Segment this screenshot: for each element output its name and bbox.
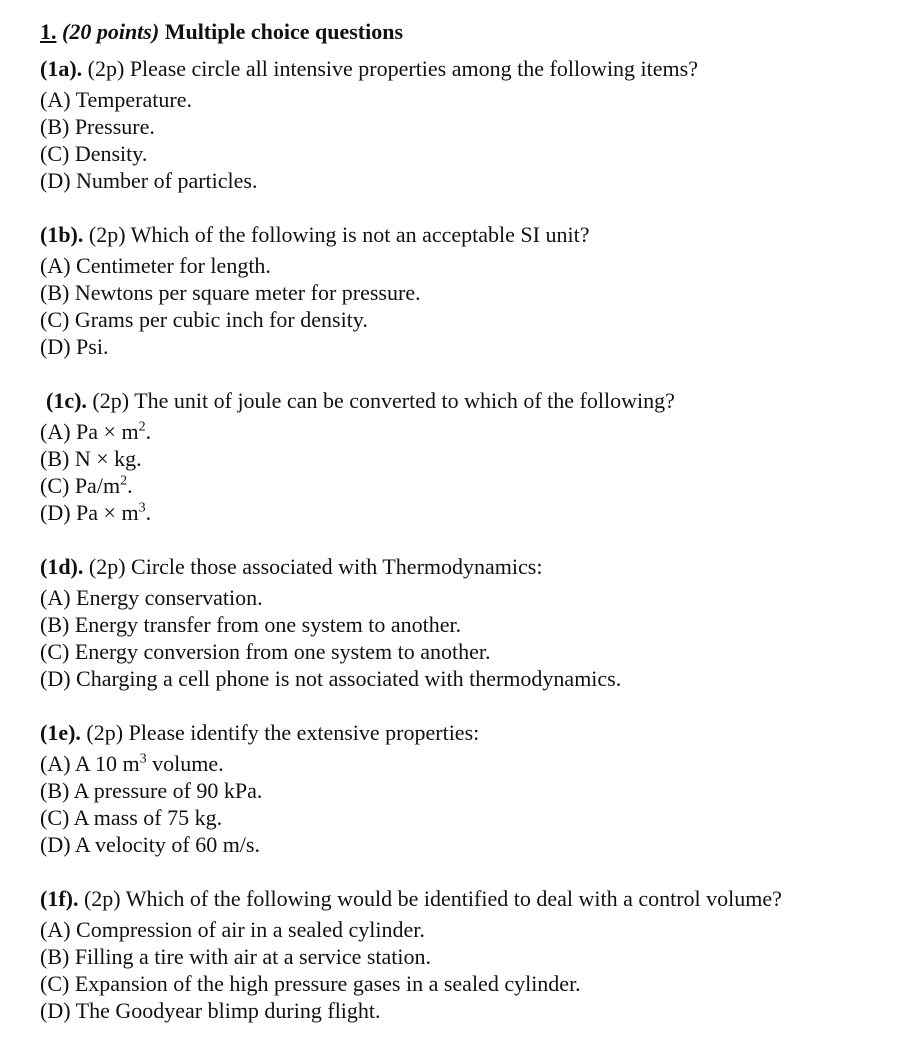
question-stem (40, 885, 910, 912)
option-c[interactable]: (C) Expansion of the high pressure gases in a sealed cylinder. (40, 971, 581, 996)
option-c[interactable]: (C) Grams per cubic inch for density. (40, 307, 368, 332)
question-stem (40, 719, 910, 746)
option-b[interactable]: (B) A pressure of 90 kPa. (40, 778, 263, 803)
document-page (40, 18, 910, 1051)
question-points: (2p) (92, 388, 130, 413)
option-b[interactable]: (B) Newtons per square meter for pressure. (40, 280, 421, 305)
question-id: (1c). (46, 388, 87, 413)
question-1d (40, 553, 910, 692)
option-c[interactable]: (C) A mass of 75 kg. (40, 805, 223, 830)
option-d[interactable]: (D) A velocity of 60 m/s. (40, 832, 260, 857)
question-stem (40, 55, 910, 82)
section-title: Multiple choice questions (164, 19, 404, 44)
option-b[interactable]: (B) Filling a tire with air at a service station. (40, 944, 432, 969)
option-b[interactable]: (B) Pressure. (40, 114, 155, 139)
question-1c (40, 387, 910, 526)
question-points: (2p) (87, 56, 125, 81)
option-c[interactable]: (C) $Pa/m^2$. (40, 473, 133, 498)
question-stem (40, 387, 910, 414)
question-points: (2p) (88, 554, 126, 579)
option-b[interactable]: (B) Energy transfer from one system to another. (40, 612, 462, 637)
section-number: 1. (40, 19, 57, 44)
question-1f (40, 885, 910, 1024)
option-c[interactable]: (C) Energy conversion from one system to another. (40, 639, 491, 664)
question-id: (1f). (40, 886, 79, 911)
option-a[interactable]: (A) A 10 $m^3$ volume. (40, 751, 224, 776)
question-points: (2p) (86, 720, 124, 745)
option-d[interactable]: (D) Psi. (40, 334, 109, 359)
question-id: (1b). (40, 222, 84, 247)
question-text: Circle those associated with Thermodynamics: (131, 554, 543, 579)
question-text: Please circle all intensive properties among the following items? (129, 56, 698, 81)
question-text: Please identify the extensive properties: (128, 720, 480, 745)
question-text: The unit of joule can be converted to which of the following? (134, 388, 675, 413)
option-d[interactable]: (D) Charging a cell phone is not associated with thermodynamics. (40, 666, 622, 691)
question-stem (40, 553, 910, 580)
option-a[interactable]: (A) Centimeter for length. (40, 253, 271, 278)
question-id: (1d). (40, 554, 84, 579)
question-points: (2p) (83, 886, 121, 911)
question-text: Which of the following would be identified to deal with a control volume? (125, 886, 782, 911)
question-1e (40, 719, 910, 858)
question-text: Which of the following is not an acceptable SI unit? (130, 222, 590, 247)
question-id: (1a). (40, 56, 83, 81)
question-id: (1e). (40, 720, 81, 745)
question-stem (40, 221, 910, 248)
question-1b (40, 221, 910, 360)
option-d[interactable]: (D) $Pa \times m^3$. (40, 500, 152, 525)
option-d[interactable]: (D) Number of particles. (40, 168, 258, 193)
section-header (40, 18, 910, 45)
question-points: (2p) (88, 222, 126, 247)
option-a[interactable]: (A) $Pa \times m^2$. (40, 419, 152, 444)
option-b[interactable]: (B) N × kg. (40, 446, 142, 471)
option-a[interactable]: (A) Temperature. (40, 87, 192, 112)
option-a[interactable]: (A) Compression of air in a sealed cylinder. (40, 917, 425, 942)
option-a[interactable]: (A) Energy conservation. (40, 585, 263, 610)
question-1a (40, 55, 910, 194)
section-points: (20 points) (62, 19, 160, 44)
option-c[interactable]: (C) Density. (40, 141, 148, 166)
option-d[interactable]: (D) The Goodyear blimp during flight. (40, 998, 381, 1023)
